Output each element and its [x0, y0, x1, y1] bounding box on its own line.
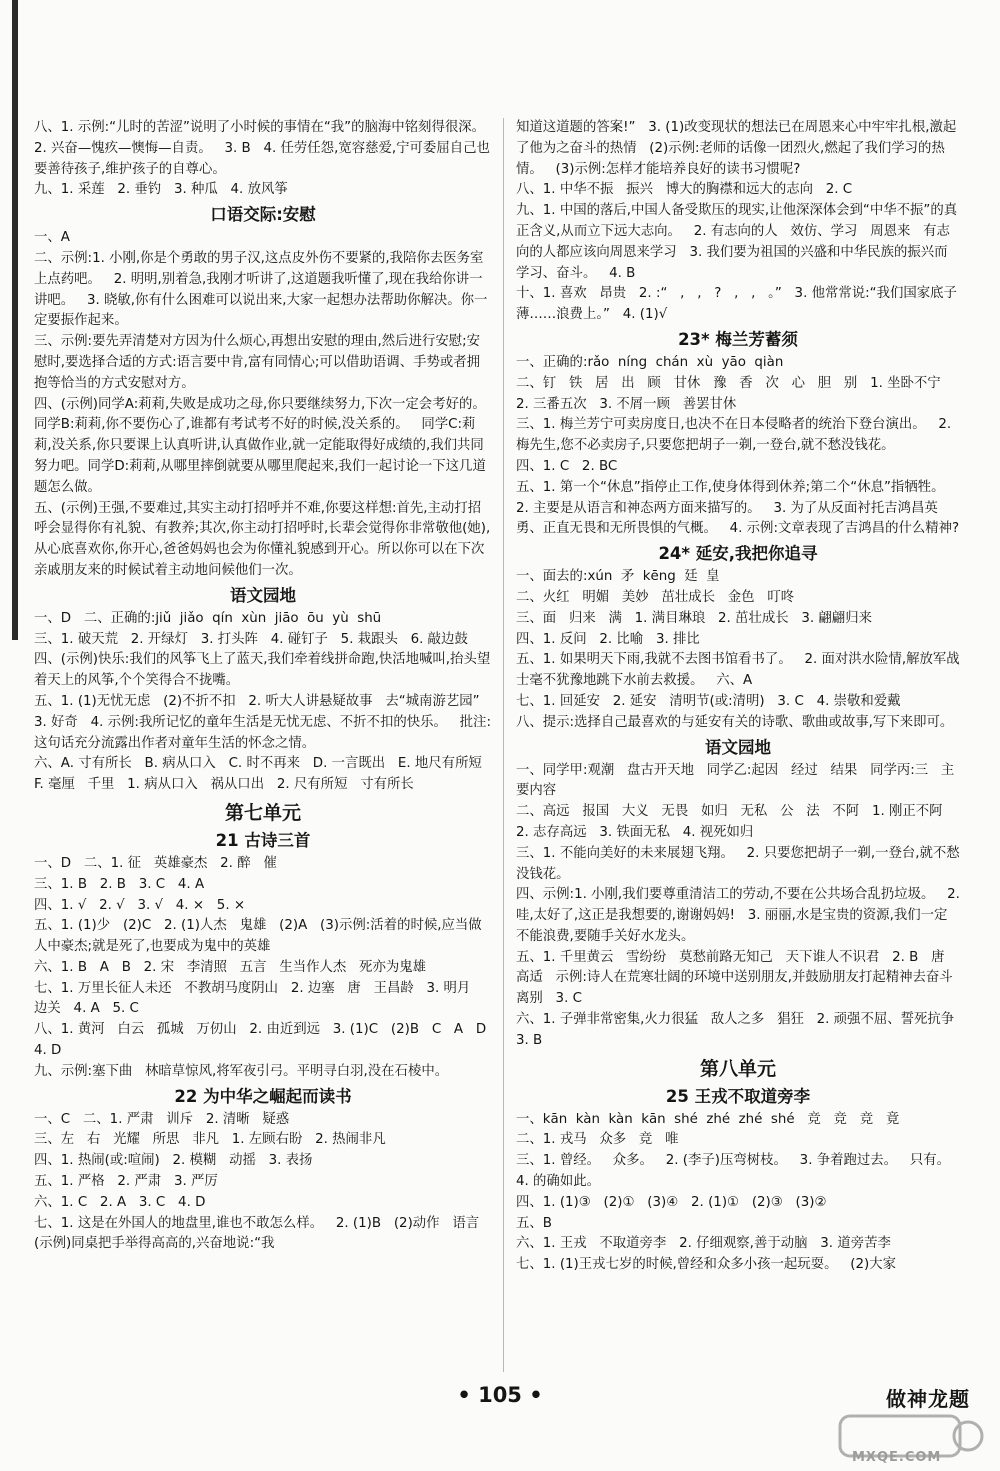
answer-paragraph: 一、同学甲:观潮 盘古开天地 同学乙:起因 经过 结果 同学丙:三 主要内容 — [516, 762, 955, 799]
section-heading: 24* 延安,我把你追寻 — [658, 544, 818, 564]
answer-paragraph: 四、1. (1)③ (2)① (3)④ 2. (1)① (2)③ (3)② — [516, 1194, 827, 1210]
column-divider — [503, 118, 504, 1372]
answer-paragraph: 五、1. (1)无忧无虑 (2)不折不扣 2. 听大人讲悬疑故事 去“城南游艺园” 3. 好奇 4. 示例:我所记忆的童年生活是无忧无虑、不折不扣的快乐。 批注:这句话充分流露出作者对童年生活的怀念之情。 — [34, 693, 493, 751]
answer-paragraph: 五、(示例)王强,不要难过,其实主动打招呼并不难,你要这样想:首先,主动打招呼会显得你有礼貌、有教养;其次,你主动打招呼时,长辈会觉得你非常敬他(她),从心底喜欢你,你开心,爸爸妈妈也会为你懂礼貌感到开心。所以你可以在下次亲戚朋友来的时候试着主动地问候他们一次。 — [34, 500, 491, 578]
unit-heading: 第八单元 — [699, 1057, 776, 1080]
answer-paragraph: 六、1. C 2. A 3. C 4. D — [34, 1194, 206, 1210]
answer-paragraph: 三、示例:要先弄清楚对方因为什么烦心,再想出安慰的理由,然后进行安慰;安慰时,要选择合适的方式:语言要中肯,富有同情心;可以借助语调、手势或者拥抱等恰当的方式安慰对方。 — [34, 334, 481, 391]
answer-paragraph: 七、1. (1)王戎七岁的时候,曾经和众多小孩一起玩耍。 (2)大家 — [516, 1257, 896, 1273]
answer-paragraph: 六、1. 王戎 不取道旁李 2. 仔细观察,善于动脑 3. 道旁苦李 — [516, 1236, 891, 1252]
section-heading: 语文园地 — [230, 585, 296, 605]
answer-paragraph: 一、kān kàn kàn kān shé zhé zhé shé 竞 竞 竞 竟 — [516, 1111, 900, 1127]
answer-paragraph: 三、左 右 光耀 所思 非凡 1. 左顾右盼 2. 热闹非凡 — [34, 1132, 386, 1148]
answer-paragraph: 三、1. 破天荒 2. 开绿灯 3. 打头阵 4. 碰钉子 5. 栽跟头 6. 敲边鼓 — [34, 631, 468, 647]
answer-paragraph: 四、(示例)快乐:我们的风筝飞上了蓝天,我们牵着线拼命跑,快活地喊叫,抬头望着天上的风筝,个个笑得合不拢嘴。 — [34, 652, 491, 689]
answer-paragraph: 九、1. 采莲 2. 垂钓 3. 种瓜 4. 放风筝 — [34, 182, 288, 198]
answer-paragraph: 五、1. 严格 2. 严肃 3. 严厉 — [34, 1174, 218, 1190]
answer-paragraph: 二、示例:1. 小刚,你是个勇敢的男子汉,这点皮外伤不要紧的,我陪你去医务室上点药吧。 2. 明明,别着急,我刚才听讲了,这道题我听懂了,现在我给你讲一讲吧。 3. 晓敏,你有什么困难可以说出来,大家一起想办法帮助你解决。你一定要振作起来。 — [34, 250, 488, 329]
binding-spine-bar — [12, 0, 18, 640]
answer-paragraph: 七、1. 万里长征人未还 不教胡马度阴山 2. 边塞 唐 王昌龄 3. 明月 边关 4. A 5. C — [34, 980, 484, 1017]
unit-heading: 第七单元 — [224, 801, 301, 824]
answer-paragraph: 一、C 二、1. 严肃 训斥 2. 清晰 疑惑 — [34, 1111, 290, 1127]
section-heading: 23* 梅兰芳蓄须 — [678, 329, 798, 349]
answer-paragraph: 五、1. 如果明天下雨,我就不去图书馆看书了。 2. 面对洪水险情,解放军战士毫不犹豫地跳下水前去救援。 六、A — [516, 652, 960, 689]
answer-paragraph: 九、示例:塞下曲 林暗草惊风,将军夜引弓。平明寻白羽,没在石棱中。 — [34, 1063, 449, 1079]
answer-paragraph: 七、1. 这是在外国人的地盘里,谁也不敢怎么样。 2. (1)B (2)动作 语言 (示例)同桌把手举得高高的,兴奋地说:“我 — [34, 1215, 492, 1252]
answer-paragraph: 八、1. 黄河 白云 孤城 万仞山 2. 由近到远 3. (1)C (2)B C A D 4. D — [34, 1022, 499, 1059]
section-heading: 21 古诗三首 — [215, 830, 311, 850]
answer-paragraph: 四、1. 反问 2. 比喻 3. 排比 — [516, 631, 700, 647]
answer-paragraph: 六、1. 子弹非常密集,火力很猛 敌人之多 猖狂 2. 顽强不屈、誓死抗争 3. B — [516, 1012, 967, 1048]
answer-paragraph: 四、示例:1. 小刚,我们要尊重清洁工的劳动,不要在公共场合乱扔垃圾。 2. 哇,太好了,这正是我想要的,谢谢妈妈! 3. 丽丽,水是宝贵的资源,我们一定不能浪费,要随手关好水龙头。 — [516, 887, 965, 944]
answer-paragraph: 四、(示例)同学A:莉莉,失败是成功之母,你只要继续努力,下次一定会考好的。 同学B:莉莉,你不要伤心了,谁都有考试考不好的时候,没关系的。 同学C:莉莉,没关系,你只要课上认真听讲,认真做作业,就一定能取得好成绩的,我们共同努力吧。同学D:莉莉,从哪里摔倒就要从哪里爬起来,我们一起讨论一下这几道题怎么做。 — [34, 396, 499, 495]
answer-paragraph: 六、A. 寸有所长 B. 病从口入 C. 时不再来 D. 一言既出 E. 地尺有所短 F. 毫厘 千里 1. 病从口入 祸从口出 2. 尺有所短 寸有所长 — [34, 756, 495, 793]
answer-paragraph: 五、1. (1)少 (2)C 2. (1)人杰 鬼雄 (2)A (3)示例:活着的时候,应当做人中豪杰;就是死了,也要成为鬼中的英雄 — [34, 918, 482, 955]
answer-paragraph: 七、1. 回延安 2. 延安 清明节(或:清明) 3. C 4. 崇敬和爱戴 — [516, 693, 901, 709]
answer-paragraph: 一、D 二、正确的:jiǔ jiǎo qín xùn jiāo ōu yù shū — [34, 610, 382, 626]
answer-paragraph: 六、1. B A B 2. 宋 李清照 五言 生当作人杰 死亦为鬼雄 — [34, 959, 427, 975]
page-number: • 105 • — [457, 1383, 543, 1407]
answer-paragraph: 二、火红 明媚 美妙 茁壮成长 金色 叮咚 — [516, 589, 795, 605]
answer-paragraph: 一、A — [34, 230, 70, 246]
section-heading: 语文园地 — [705, 737, 771, 757]
answer-paragraph: 一、正确的:rǎo níng chán xù yāo qiàn — [516, 354, 784, 370]
answer-paragraph: 二、钉 铁 居 出 顾 甘休 豫 香 次 心 胆 别 1. 坐卧不宁 2. 三番五次 3. 不屑一顾 善罢甘休 — [516, 375, 954, 412]
answer-paragraph: 五、1. 千里黄云 雪纷纷 莫愁前路无知己 天下谁人不识君 2. B 唐 高适 示例:诗人在荒寒壮阔的环境中送别朋友,并鼓励朋友打起精神去奋斗 离别 3. C — [516, 949, 966, 1007]
answer-paragraph: 九、1. 中国的落后,中国人备受欺压的现实,让他深深体会到“中华不振”的真正含义,从而立下远大志向。 2. 有志向的人 效仿、学习 周恩来 有志向的人都应该向周恩来学习 3. 我们要为祖国的兴盛和中华民族的振兴而学习、奋斗。 4. B — [516, 203, 958, 281]
answer-paragraph: 一、面去的:xún 矛 kēng 廷 皇 — [516, 569, 720, 585]
answer-paragraph: 二、1. 戎马 众多 竞 唯 — [516, 1132, 679, 1148]
brand-name: 做神龙题 — [886, 1387, 970, 1411]
answer-paragraph: 八、1. 示例:“儿时的苦涩”说明了小时候的事情在“我”的脑海中铭刻得很深。 2. 兴奋—愧疚—懊悔—自责。 3. B 4. 任劳任怨,宽容慈爱,宁可委屈自己也要善待孩子,维护孩子的自尊心。 — [34, 120, 498, 177]
answer-paragraph: 二、高远 报国 大义 无畏 如归 无私 公 法 不阿 1. 刚正不阿 2. 志存高远 3. 铁面无私 4. 视死如归 — [516, 804, 956, 840]
answer-paragraph: 十、1. 喜欢 昂贵 2. :“ , , ? , , 。” 3. 他常常说:“我们国家底子薄……浪费上。” 4. (1)√ — [516, 286, 957, 323]
answer-paragraph: 三、面 归来 满 1. 满目琳琅 2. 茁壮成长 3. 翩翩归来 — [516, 610, 872, 626]
answer-paragraph: 三、1. B 2. B 3. C 4. A — [34, 876, 205, 892]
answer-paragraph: 三、1. 梅兰芳宁可卖房度日,也决不在日本侵略者的统治下登台演出。 2. 梅先生,您不必卖房子,只要您把胡子一剃,一登台,就不愁没钱花。 — [516, 417, 956, 454]
watermark-site: MXQE.COM — [852, 1450, 942, 1465]
section-heading: 口语交际:安慰 — [210, 205, 316, 225]
answer-paragraph: 三、1. 不能向美好的未来展翅飞翔。 2. 只要您把胡子一剃,一登台,就不愁没钱花。 — [516, 845, 960, 882]
right-answer-column — [516, 118, 967, 1276]
section-heading: 22 为中华之崛起而读书 — [174, 1086, 352, 1106]
answer-paragraph: 八、提示:选择自己最喜欢的与延安有关的诗歌、歌曲或故事,写下来即可。 — [516, 714, 954, 730]
answer-paragraph: 五、1. 第一个“休息”指停止工作,使身体得到休养;第二个“休息”指牺牲。 2. 主要是从语言和神态两方面来描写的。 3. 为了从反面衬托吉鸿昌英勇、正直无畏和无所畏惧的气概。 4. 示例:文章表现了吉鸿昌的什么精神? — [516, 479, 960, 537]
left-answer-column — [34, 118, 499, 1255]
answer-paragraph: 四、1. √ 2. √ 3. √ 4. × 5. × — [34, 897, 246, 913]
answer-paragraph: 一、D 二、1. 征 英雄豪杰 2. 醉 催 — [34, 855, 277, 871]
answer-paragraph: 四、1. C 2. BC — [516, 458, 618, 474]
section-heading: 25 王戎不取道旁李 — [665, 1086, 811, 1106]
answer-paragraph: 四、1. 热闹(或:喧闹) 2. 模糊 动摇 3. 表扬 — [34, 1153, 313, 1169]
answer-paragraph: 三、1. 曾经。 众多。 2. (李子)压弯树枝。 3. 争着跑过去。 只有。 4. 的确如此。 — [516, 1153, 963, 1190]
answer-paragraph: 知道这道题的答案!” 3. (1)改变现状的想法已在周恩来心中牢牢扎根,激起了他为之奋斗的热情 (2)示例:老师的话像一团烈火,燃起了我们学习的热情。 (3)示例:怎样才能培养良好的读书习惯呢? — [516, 120, 957, 177]
answer-paragraph: 五、B — [516, 1215, 552, 1231]
answer-paragraph: 八、1. 中华不振 振兴 博大的胸襟和远大的志向 2. C — [516, 182, 853, 198]
